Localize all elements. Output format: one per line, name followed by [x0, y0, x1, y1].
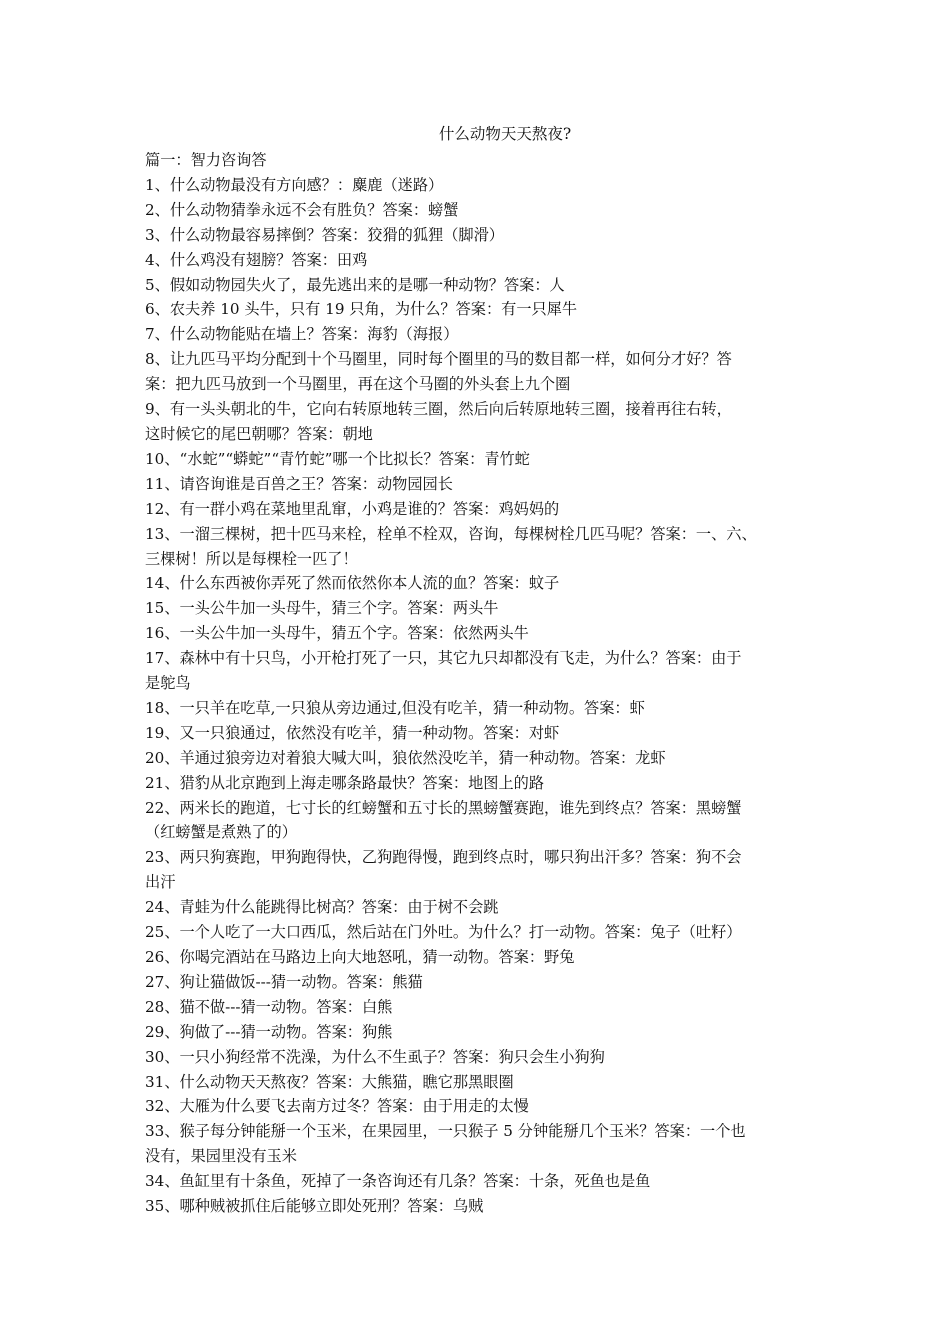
- text-line: 5、假如动物园失火了，最先逃出来的是哪一种动物？答案：人: [145, 275, 565, 294]
- text-line: 7、什么动物能贴在墙上？答案：海豹（海报）: [145, 325, 459, 344]
- text-line: 15、一头公牛加一头母牛，猜三个字。答案：两头牛: [145, 599, 499, 618]
- text-line: 26、你喝完酒站在马路边上向大地怒吼，猜一动物。答案：野兔: [145, 948, 575, 966]
- text-line: 这时候它的尾巴朝哪？答案：朝地: [145, 424, 373, 443]
- text-line: 10、“水蛇”“蟒蛇”“青竹蛇”哪一个比拟长？答案：青竹蛇: [145, 449, 530, 468]
- text-line: 28、猫不做---猜一动物。答案：白熊: [145, 997, 393, 1016]
- text-line: 1、什么动物最没有方向感？：麋鹿（迷路）: [145, 175, 444, 194]
- text-line: 6、农夫养 10 头牛，只有 19 只角，为什么？答案：有一只犀牛: [145, 300, 578, 319]
- text-line: 3、什么动物最容易摔倒？答案：狡猾的狐狸（脚滑）: [145, 225, 504, 244]
- text-line: 24、青蛙为什么能跳得比树高？答案：由于树不会跳: [145, 898, 499, 917]
- text-line: 18、一只羊在吃草,一只狼从旁边通过,但没有吃羊，猜一种动物。答案：虾: [145, 698, 645, 717]
- text-line: 2、什么动物猜拳永远不会有胜负？答案：螃蟹: [145, 200, 459, 219]
- text-line: 三棵树！所以是每棵栓一匹了！: [145, 549, 358, 568]
- text-line: 4、什么鸡没有翅膀？答案：田鸡: [145, 250, 368, 269]
- text-line: 20、羊通过狼旁边对着狼大喊大叫，狼依然没吃羊，猜一种动物。答案：龙虾: [145, 748, 666, 767]
- text-line: 17、森林中有十只鸟，小开枪打死了一只，其它九只却都没有飞走，为什么？答案：由于: [145, 649, 742, 668]
- text-line: 16、一头公牛加一头母牛，猜五个字。答案：依然两头牛: [145, 624, 529, 643]
- text-line: 32、大雁为什么要飞去南方过冬？答案：由于用走的太慢: [145, 1097, 529, 1116]
- text-line: 14、什么东西被你弄死了然而依然你本人流的血？答案：蚊子: [145, 574, 560, 593]
- text-line: 34、鱼缸里有十条鱼，死掉了一条咨询还有几条？答案：十条，死鱼也是鱼: [145, 1172, 651, 1191]
- text-line: 22、两米长的跑道，七寸长的红螃蟹和五寸长的黑螃蟹赛跑，谁先到终点？答案：黑螃蟹: [145, 798, 742, 817]
- text-line: 25、一个人吃了一大口西瓜，然后站在门外吐。为什么？打一动物。答案：兔子（吐籽）: [145, 923, 742, 942]
- document-title: 什么动物天天熬夜?: [438, 125, 572, 143]
- text-line: 33、猴子每分钟能掰一个玉米，在果园里，一只猴子 5 分钟能掰几个玉米？答案：一个也: [145, 1122, 746, 1141]
- text-line: 21、猎豹从北京跑到上海走哪条路最快？答案：地图上的路: [145, 773, 545, 792]
- text-line: 案：把九匹马放到一个马圈里，再在这个马圈的外头套上九个圈: [145, 375, 571, 394]
- text-line: 27、狗让猫做饭---猜一动物。答案：熊猫: [145, 972, 423, 991]
- text-line: 没有，果园里没有玉米: [145, 1147, 297, 1166]
- text-line: 8、让九匹马平均分配到十个马圈里，同时每个圈里的马的数目都一样，如何分才好？答: [145, 350, 732, 369]
- text-line: 13、一溜三棵树，把十匹马来栓，栓单不栓双，咨询，每棵树栓几匹马呢？答案：一、六、: [145, 524, 757, 543]
- text-line: 出汗: [145, 873, 176, 892]
- text-line: 9、有一头头朝北的牛，它向右转原地转三圈，然后向后转原地转三圈，接着再往右转，: [145, 400, 732, 419]
- text-line: 35、哪种贼被抓住后能够立即处死刑？答案：乌贼: [145, 1197, 484, 1216]
- text-line: 30、一只小狗经常不洗澡，为什么不生虱子？答案：狗只会生小狗狗: [145, 1047, 605, 1066]
- text-line: （红螃蟹是煮熟了的）: [145, 823, 297, 842]
- text-line: 11、请咨询谁是百兽之王？答案：动物园园长: [145, 474, 453, 493]
- text-line: 29、狗做了---猜一动物。答案：狗熊: [145, 1022, 393, 1041]
- text-line: 19、又一只狼通过，依然没有吃羊，猜一种动物。答案：对虾: [145, 723, 560, 742]
- text-line: 12、有一群小鸡在菜地里乱窜，小鸡是谁的？答案：鸡妈妈的: [145, 499, 560, 518]
- document-page: [145, 122, 825, 1219]
- document-body: [145, 148, 825, 1219]
- text-line: 31、什么动物天天熬夜？答案：大熊猫，瞧它那黑眼圈: [145, 1072, 514, 1091]
- text-line: 23、两只狗赛跑，甲狗跑得快，乙狗跑得慢，跑到终点时，哪只狗出汗多？答案：狗不会: [145, 848, 742, 867]
- text-line: 是鸵鸟: [145, 674, 191, 693]
- text-line: 篇一：智力咨询答: [145, 151, 267, 169]
